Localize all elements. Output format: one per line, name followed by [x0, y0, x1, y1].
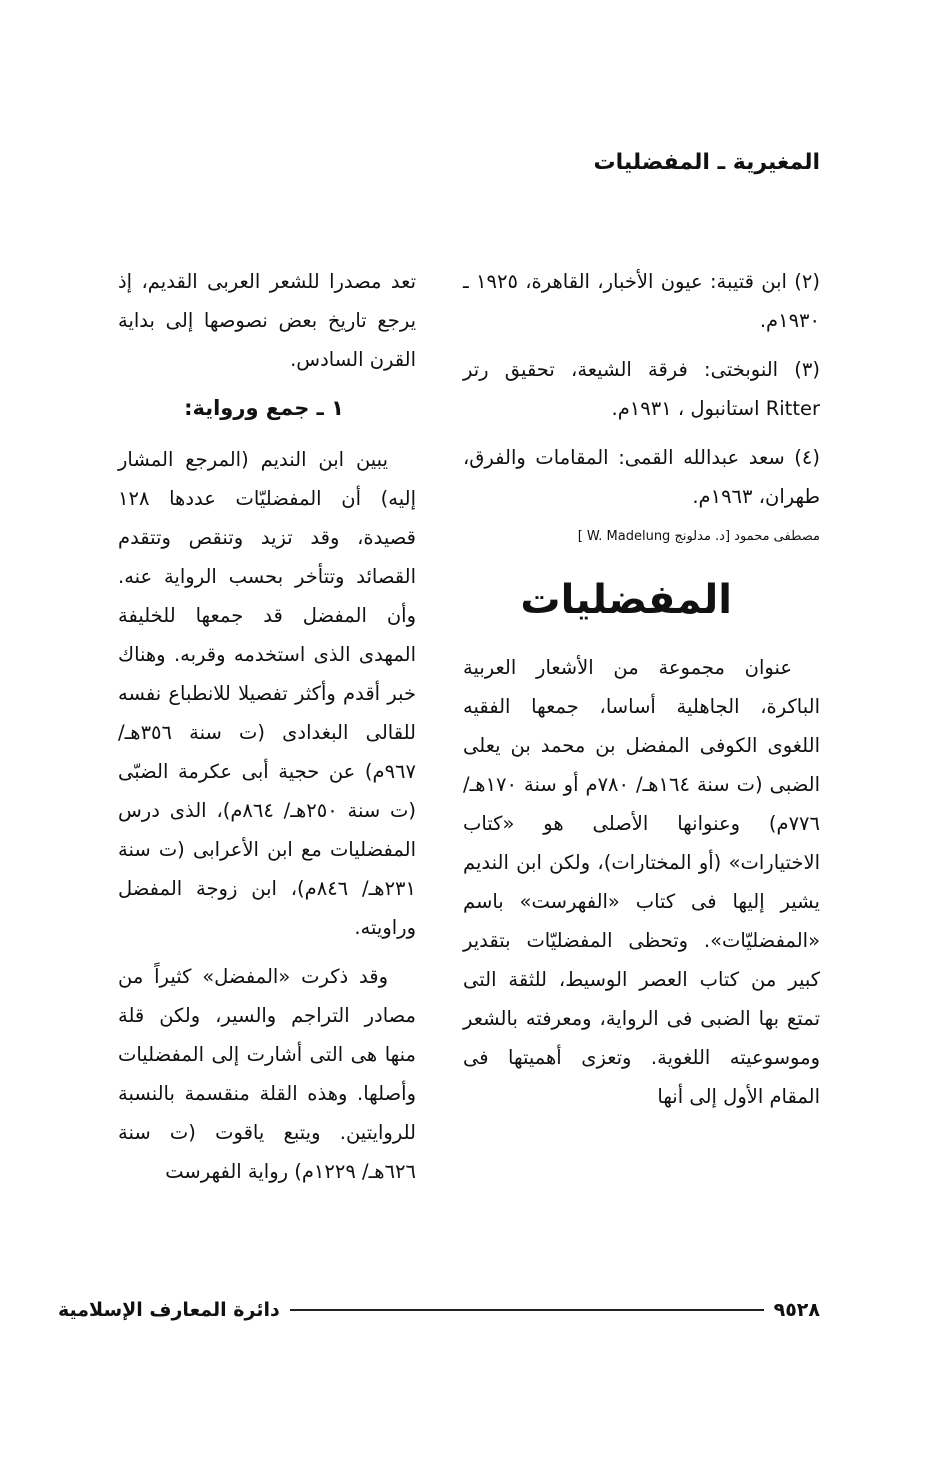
running-header: المغيرية ـ المفضليات — [593, 150, 820, 175]
right-column — [463, 262, 820, 1126]
body-paragraph: وقد ذكرت «المفضل» كثيراً من مصادر التراجم والسير، ولكن قلة منها هى التى أشارت إلى المفضليات وأصلها. وهذه القلة منقسمة بالنسبة للروايتين. ويتبع ياقوت (ت سنة ٦٢٦هـ/ ١٢٢٩م) رواية الفهرست — [118, 965, 416, 1183]
section-heading: ١ ـ جمع ورواية: — [184, 396, 344, 420]
author-byline: مصطفى محمود [د. مدلونج W. Madelung ] — [577, 529, 820, 544]
body-paragraph: يبين ابن النديم (المرجع المشار إليه) أن المفضليّات عددها ١٢٨ قصيدة، وقد تزيد وتنقص وتتقدم القصائد وتتأخر بحسب الرواية عنه. وأن المفضل قد جمعها للخليفة المهدى الذى استخدمه وقربه. وهناك خبر أقدم وأكثر تفصيلا للانطباع نفسه للقالى البغدادى (ت سنة ٣٥٦هـ/ ٩٦٧م) عن حجية أبى عكرمة الضبّى (ت سنة ٢٥٠هـ/ ٨٦٤م)، الذى درس المفضليات مع ابن الأعرابى (ت سنة ٢٣١هـ/ ٨٤٦م)، ابن زوجة المفضل وراويته. — [118, 448, 416, 939]
page-number: ٩٥٢٨ — [773, 1299, 820, 1321]
body-paragraph: تعد مصدرا للشعر العربى القديم، إذ يرجع تاريخ بعض نصوصها إلى بداية القرن السادس. — [118, 270, 416, 371]
left-column — [118, 262, 416, 1201]
reference-item: (٣) النوبختى: فرقة الشيعة، تحقيق رتر Ritter استانبول ، ١٩٣١م. — [463, 358, 820, 420]
page-footer — [58, 1295, 820, 1325]
reference-item: (٢) ابن قتيبة: عيون الأخبار، القاهرة، ١٩٢٥ ـ ١٩٣٠م. — [463, 270, 820, 332]
publication-title: دائرة المعارف الإسلامية — [58, 1299, 280, 1321]
footer-divider — [290, 1309, 764, 1311]
article-title: المفضليات — [520, 577, 732, 623]
body-paragraph: عنوان مجموعة من الأشعار العربية الباكرة، الجاهلية أساسا، جمعها الفقيه اللغوى الكوفى المفضل بن محمد بن يعلى الضبى (ت سنة ١٦٤هـ/ ٧٨٠م أو سنة ١٧٠هـ/ ٧٧٦م) وعنوانها الأصلى هو «كتاب الاختيارات» (أو المختارات)، ولكن ابن النديم يشير إليها فى كتاب «الفهرست» باسم «المفضليّات». وتحظى المفضليّات بتقدير كبير من كتاب العصر الوسيط، للثقة التى تمتع بها الضبى فى الرواية، ومعرفته بالشعر وموسوعيته اللغوية. وتعزى أهميتها فى المقام الأول إلى أنها — [463, 656, 820, 1108]
reference-item: (٤) سعد عبدالله القمى: المقامات والفرق، طهران، ١٩٦٣م. — [463, 446, 820, 508]
